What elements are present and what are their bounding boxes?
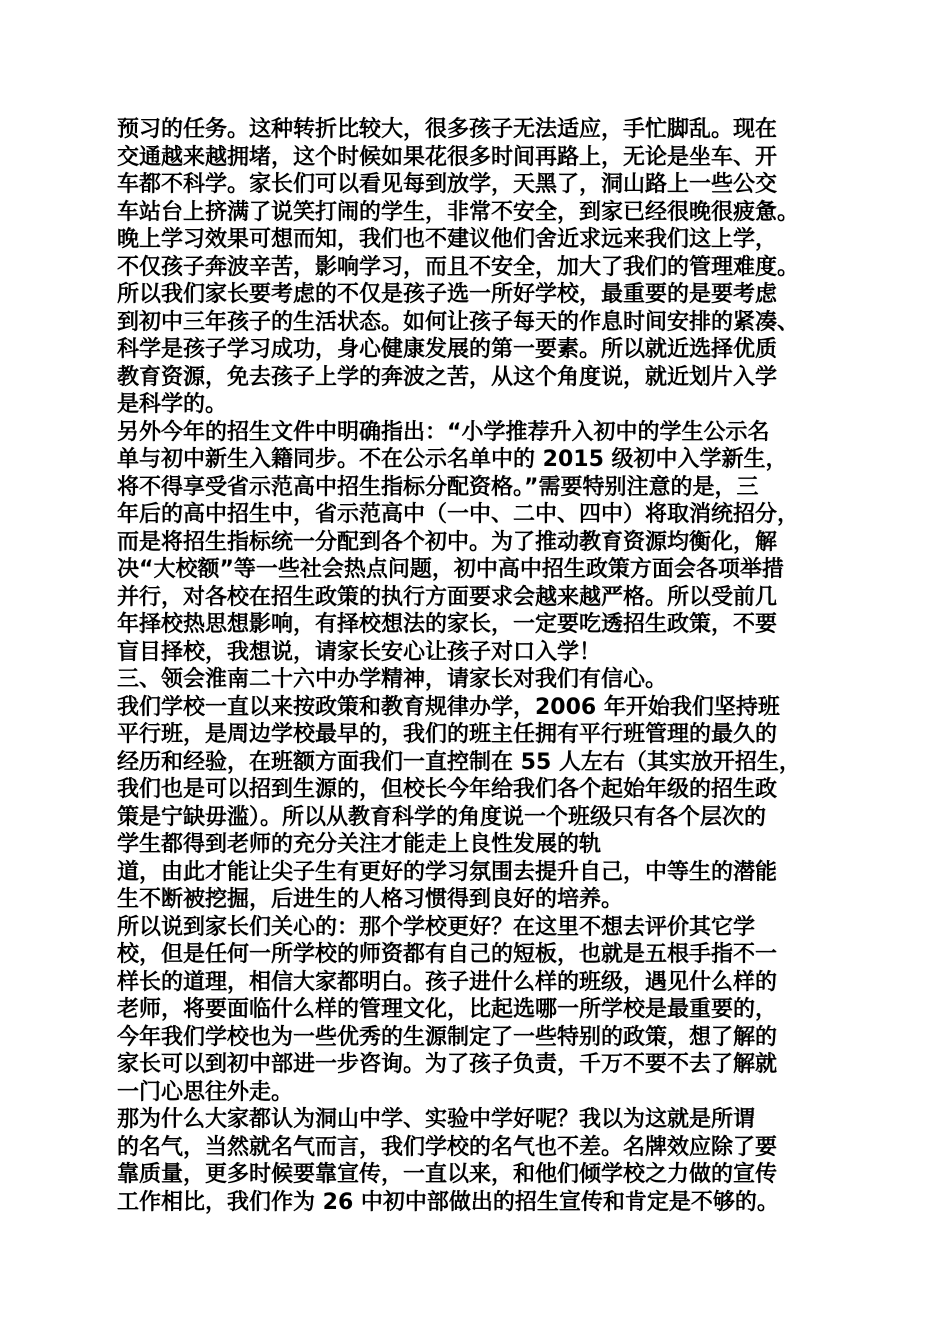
text-line: 我们也是可以招到生源的，但校长今年给我们各个起始年级的招生政	[117, 777, 778, 802]
text-line: 是科学的。	[117, 392, 228, 417]
text-line: 生不断被挖掘，后进生的人格习惯得到良好的培养。	[117, 887, 624, 912]
text-line: 科学是孩子学习成功，身心健康发展的第一要素。所以就近选择优质	[117, 337, 778, 362]
text-line: 盲目择校，我想说，请家长安心让孩子对口入学！	[117, 639, 602, 665]
text-line: 年择校热思想影响，有择校想法的家长，一定要吃透招生政策，不要	[117, 612, 778, 637]
text-line: 老师，将要面临什么样的管理文化，比起选哪一所学校是最重要的，	[117, 997, 778, 1022]
text-line: 道，由此才能让尖子生有更好的学习氛围去提升自己，中等生的潜能	[117, 859, 778, 885]
text-line: 的名气，当然就名气而言，我们学校的名气也不差。名牌效应除了要	[117, 1134, 778, 1160]
text-line: 工作相比，我们作为 26 中初中部做出的招生宣传和肯定是不够的。	[117, 1189, 779, 1215]
text-line: 靠质量，更多时候要靠宣传，一直以来，和他们倾学校之力做的宣传	[117, 1162, 778, 1187]
text-line: 平行班，是周边学校最早的，我们的班主任拥有平行班管理的最久的	[117, 722, 778, 747]
text-line: 经历和经验，在班额方面我们一直控制在 55 人左右（其实放开招生，	[117, 749, 801, 775]
text-line: 车站台上挤满了说笑打闹的学生，非常不安全，到家已经很晚很疲惫。	[117, 199, 800, 225]
text-line: 并行，对各校在招生政策的执行方面要求会越来越严格。所以受前几	[117, 584, 778, 610]
text-line: 家长可以到初中部进一步咨询。为了孩子负责，千万不要不去了解就	[117, 1052, 778, 1077]
text-line: 校，但是任何一所学校的师资都有自己的短板，也就是五根手指不一	[117, 942, 778, 967]
text-line: 一门心思往外走。	[117, 1079, 294, 1105]
text-line: 策是宁缺毋滥）。所以从教育科学的角度说一个班级只有各个层次的	[117, 804, 767, 830]
text-line: 所以说到家长们关心的：那个学校更好？在这里不想去评价其它学	[117, 914, 756, 940]
text-line: 教育资源，免去孩子上学的奔波之苦，从这个角度说，就近划片入学	[117, 364, 778, 390]
text-line: 所以我们家长要考虑的不仅是孩子选一所好学校，最重要的是要考虑	[117, 282, 778, 307]
text-line: 不仅孩子奔波辛苦，影响学习，而且不安全，加大了我们的管理难度。	[117, 254, 800, 280]
text-line: 预习的任务。这种转折比较大，很多孩子无法适应，手忙脚乱。现在	[117, 117, 778, 142]
text-line: 单与初中新生入籍同步。不在公示名单中的 2015 级初中入学新生，	[117, 447, 788, 472]
text-line: 交通越来越拥堵，这个时候如果花很多时间再路上，无论是坐车、开	[117, 144, 778, 170]
text-line: 晚上学习效果可想而知，我们也不建议他们舍近求远来我们这上学，	[117, 227, 778, 252]
text-line: 年后的高中招生中，省示范高中（一中、二中、四中）将取消统招分，	[117, 502, 800, 527]
text-line: 样长的道理，相信大家都明白。孩子进什么样的班级，遇见什么样的	[117, 969, 778, 995]
text-line: 而是将招生指标统一分配到各个初中。为了推动教育资源均衡化，解	[117, 529, 778, 555]
document-body	[117, 116, 847, 1216]
text-line: 车都不科学。家长们可以看见每到放学，天黑了，洞山路上一些公交	[117, 172, 778, 197]
text-line: 决“大校额”等一些社会热点问题，初中高中招生政策方面会各项举措	[117, 557, 784, 582]
text-line: 学生都得到老师的充分关注才能走上良性发展的轨	[117, 832, 602, 857]
text-line: 到初中三年孩子的生活状态。如何让孩子每天的作息时间安排的紧凑、	[117, 309, 800, 335]
text-line: 今年我们学校也为一些优秀的生源制定了一些特别的政策，想了解的	[117, 1024, 778, 1050]
text-line: 我们学校一直以来按政策和教育规律办学，2006 年开始我们坚持班	[117, 694, 780, 720]
text-line: 将不得享受省示范高中招生指标分配资格。”需要特别注意的是，三	[117, 474, 759, 500]
text-line: 那为什么大家都认为洞山中学、实验中学好呢？我以为这就是所谓	[117, 1107, 756, 1132]
text-line: 另外今年的招生文件中明确指出：“小学推荐升入初中的学生公示名	[117, 419, 770, 445]
section-heading: 三、领会淮南二十六中办学精神，请家长对我们有信心。	[117, 667, 668, 692]
